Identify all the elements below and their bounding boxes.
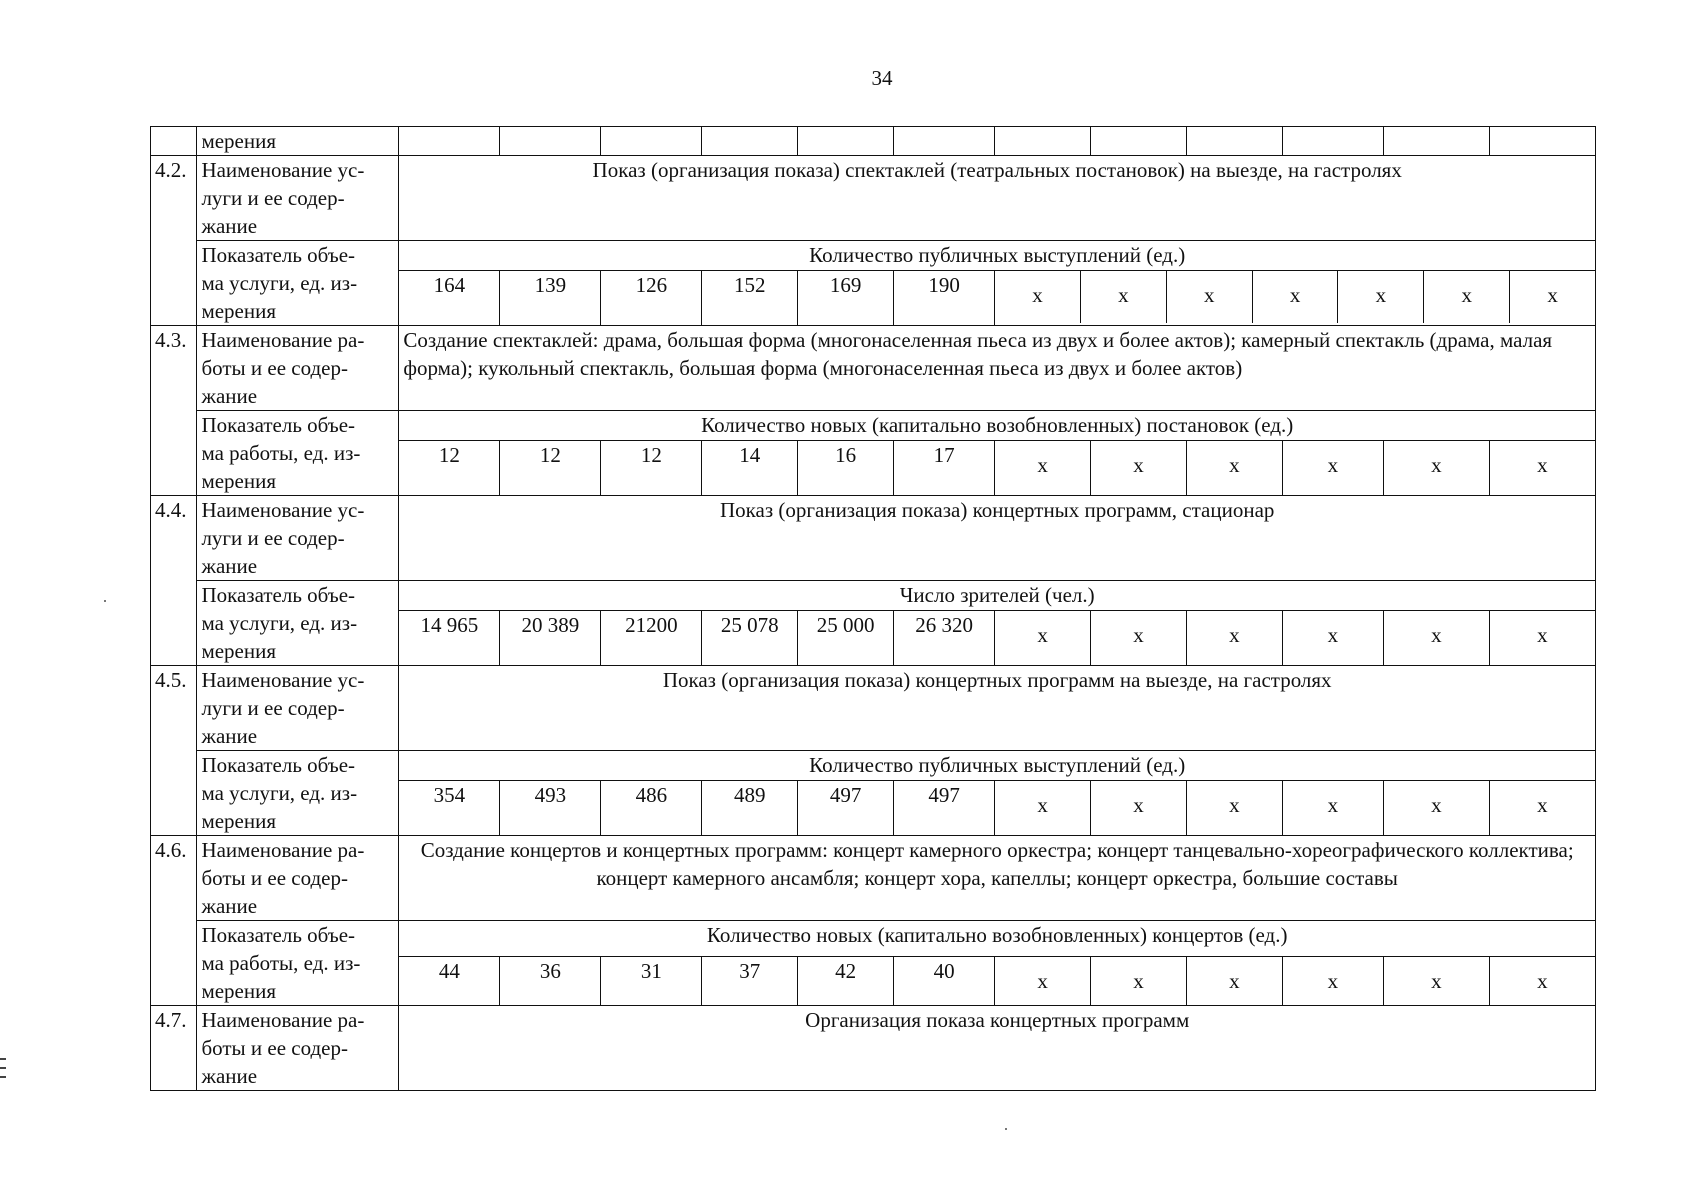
section-number: 4.7.: [151, 1006, 197, 1091]
value-cell: x: [1253, 271, 1339, 323]
continuation-label: мерения: [197, 127, 399, 156]
value-cell: x: [1282, 441, 1383, 496]
value-cell: 152: [702, 271, 798, 326]
value-cell: x: [1091, 441, 1187, 496]
indicator-text: Количество новых (капитально возобновленных) концертов (ед.): [399, 921, 1596, 957]
section-name-row: [151, 836, 1596, 921]
value-cell: x: [1186, 781, 1282, 836]
x-values-group: [995, 271, 1596, 326]
value-cell: x: [1489, 611, 1595, 666]
value-cell: 493: [500, 781, 601, 836]
value-cell: 16: [798, 441, 894, 496]
value-cell: 25 078: [702, 611, 798, 666]
indicator-text: Количество публичных выступлений (ед.): [399, 751, 1596, 781]
section-indicator-row: [151, 921, 1596, 957]
scan-speck: [1005, 1128, 1007, 1130]
row-label: Показатель объе- ма работы, ед. из- мерения: [197, 921, 399, 1006]
value-cell: x: [1186, 611, 1282, 666]
value-cell: 489: [702, 781, 798, 836]
value-cell: 44: [399, 957, 500, 1006]
section-number: 4.3.: [151, 326, 197, 496]
section-name-row: [151, 1006, 1596, 1091]
row-label: Показатель объе- ма услуги, ед. из- мерения: [197, 581, 399, 666]
value-cell: x: [1091, 781, 1187, 836]
value-cell: 12: [500, 441, 601, 496]
value-cell: 26 320: [894, 611, 995, 666]
value-cell: 486: [601, 781, 702, 836]
value-cell: x: [1081, 271, 1167, 323]
value-cell: 164: [399, 271, 500, 326]
value-cell: 139: [500, 271, 601, 326]
section-name-row: [151, 666, 1596, 751]
value-cell: x: [995, 957, 1091, 1006]
section-number: 4.4.: [151, 496, 197, 666]
value-cell: 14 965: [399, 611, 500, 666]
scan-speck: [104, 600, 106, 602]
section-name-text: Показ (организация показа) концертных программ, стационар: [399, 496, 1596, 581]
value-cell: x: [1282, 781, 1383, 836]
section-name-text: Организация показа концертных программ: [399, 1006, 1596, 1091]
value-cell: x: [1424, 271, 1510, 323]
margin-marks: [0, 1058, 6, 1085]
section-indicator-row: [151, 241, 1596, 271]
value-cell: x: [1091, 957, 1187, 1006]
section-number: 4.2.: [151, 156, 197, 326]
value-cell: x: [995, 271, 1081, 323]
value-cell: x: [1489, 781, 1595, 836]
section-indicator-row: [151, 751, 1596, 781]
section-name-row: [151, 326, 1596, 411]
value-cell: 37: [702, 957, 798, 1006]
value-cell: x: [995, 781, 1091, 836]
value-cell: 169: [798, 271, 894, 326]
value-cell: x: [1282, 957, 1383, 1006]
value-cell: 12: [601, 441, 702, 496]
row-label: Наименование ус- луги и ее содер- жание: [197, 156, 399, 241]
indicator-text: Число зрителей (чел.): [399, 581, 1596, 611]
value-cell: 126: [601, 271, 702, 326]
continuation-row: [151, 127, 1596, 156]
section-indicator-row: [151, 411, 1596, 441]
value-cell: x: [1489, 441, 1595, 496]
value-cell: 21200: [601, 611, 702, 666]
value-cell: 12: [399, 441, 500, 496]
value-cell: 497: [798, 781, 894, 836]
value-cell: x: [1338, 271, 1424, 323]
value-cell: x: [1091, 611, 1187, 666]
section-name-text: Показ (организация показа) спектаклей (театральных постановок) на выезде, на гастролях: [399, 156, 1596, 241]
value-cell: x: [1489, 957, 1595, 1006]
row-label: Наименование ра- боты и ее содер- жание: [197, 1006, 399, 1091]
value-cell: x: [1383, 441, 1489, 496]
value-cell: x: [1186, 441, 1282, 496]
value-cell: 42: [798, 957, 894, 1006]
page-number: 34: [871, 66, 893, 90]
section-number: 4.6.: [151, 836, 197, 1006]
row-label: Наименование ра- боты и ее содер- жание: [197, 326, 399, 411]
value-cell: x: [1383, 957, 1489, 1006]
services-table: [150, 126, 1596, 1091]
value-cell: x: [995, 441, 1091, 496]
value-cell: x: [1383, 781, 1489, 836]
value-cell: 31: [601, 957, 702, 1006]
section-name-text: Показ (организация показа) концертных программ на выезде, на гастролях: [399, 666, 1596, 751]
row-label: Наименование ус- луги и ее содер- жание: [197, 666, 399, 751]
value-cell: x: [995, 611, 1091, 666]
indicator-text: Количество новых (капитально возобновленных) постановок (ед.): [399, 411, 1596, 441]
section-name-row: [151, 496, 1596, 581]
value-cell: 25 000: [798, 611, 894, 666]
row-label: Наименование ра- боты и ее содер- жание: [197, 836, 399, 921]
value-cell: 40: [894, 957, 995, 1006]
section-name-text: Создание концертов и концертных программ: концерт камерного оркестра; концерт танцевально-хореографического коллектива; концерт камерного ансамбля; концерт хора, капеллы; концерт оркестра, большие составы: [399, 836, 1596, 921]
value-cell: 17: [894, 441, 995, 496]
value-cell: x: [1383, 611, 1489, 666]
value-cell: x: [1186, 957, 1282, 1006]
value-cell: x: [1167, 271, 1253, 323]
value-cell: 190: [894, 271, 995, 326]
value-cell: 36: [500, 957, 601, 1006]
value-cell: x: [1282, 611, 1383, 666]
row-label: Наименование ус- луги и ее содер- жание: [197, 496, 399, 581]
row-label: Показатель объе- ма работы, ед. из- мерения: [197, 411, 399, 496]
value-cell: 14: [702, 441, 798, 496]
section-name-text: Создание спектаклей: драма, большая форма (многонаселенная пьеса из двух и более актов); камерный спектакль (драма, малая форма); кукольный спектакль, большая форма (многонаселенная пьеса из двух и более актов): [399, 326, 1596, 411]
value-cell: 354: [399, 781, 500, 836]
row-label: Показатель объе- ма услуги, ед. из- мерения: [197, 241, 399, 326]
value-cell: 20 389: [500, 611, 601, 666]
row-label: Показатель объе- ма услуги, ед. из- мерения: [197, 751, 399, 836]
indicator-text: Количество публичных выступлений (ед.): [399, 241, 1596, 271]
section-name-row: [151, 156, 1596, 241]
section-indicator-row: [151, 581, 1596, 611]
section-number: 4.5.: [151, 666, 197, 836]
value-cell: x: [1547, 283, 1558, 308]
value-cell: 497: [894, 781, 995, 836]
